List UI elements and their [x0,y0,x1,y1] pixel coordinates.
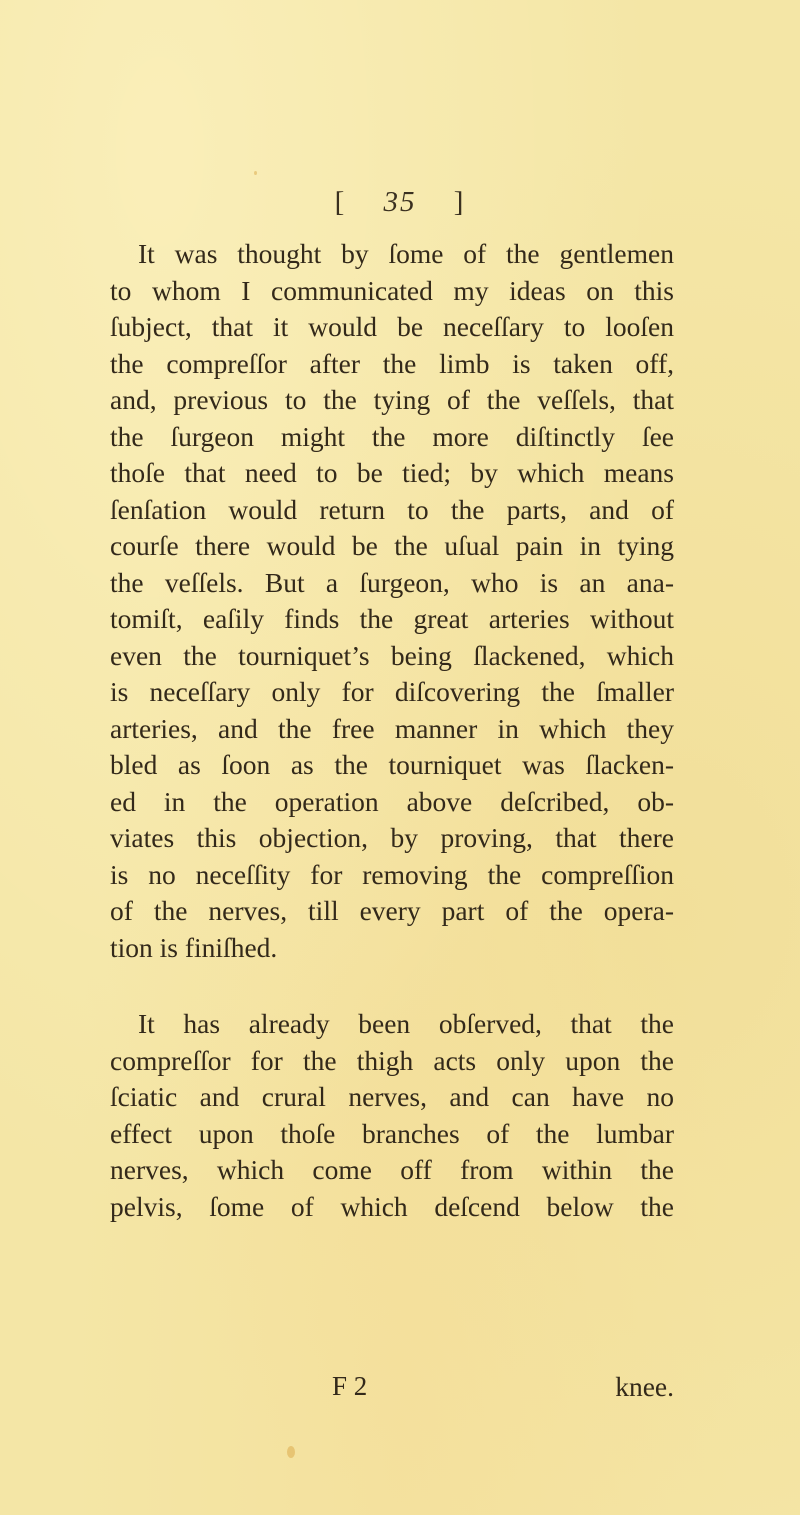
text-line: tomiſt, eaſily finds the great arteries without [110,603,674,634]
text-line: compreſſor for the thigh acts only upon the [110,1044,674,1076]
paragraph-spacer [110,966,674,1006]
text-line: thoſe that need to be tied; by which means [110,457,674,488]
text-line: is neceſſary only for diſcovering the ſmaller [110,676,674,707]
text-line: ſubject, that it would be neceſſary to looſen [110,311,674,342]
paragraph-2 [110,1006,674,1225]
text-line: tion is finiſhed. [110,931,278,963]
page-number: 35 [383,186,417,218]
text-line: the compreſſor after the limb is taken off, [110,347,674,379]
signature-mark: F 2 [332,1371,368,1401]
paragraph-1 [110,236,674,966]
open-bracket: [ [334,186,347,218]
text-line: nerves, which come off from within the [110,1154,674,1185]
running-head [0,186,800,219]
text-line: arteries, and the free manner in which they [110,712,674,744]
text-line: bled as ſoon as the tourniquet was ſlacken- [110,749,674,780]
text-line: to whom I communicated my ideas on this [110,274,674,306]
text-line: It was thought by ſome of the gentlemen [138,238,674,269]
text-line: ſciatic and crural nerves, and can have no [110,1081,674,1112]
text-line: courſe there would be the uſual pain in tying [110,530,674,561]
text-line: even the tourniquet’s being ſlackened, which [110,639,674,671]
catchword: knee. [615,1371,674,1402]
text-line: It has already been obſerved, that the [138,1008,674,1039]
text-line: and, previous to the tying of the veſſels, that [110,384,674,415]
paper-stain [287,1446,295,1458]
body-text [110,236,674,1225]
text-line: pelvis, ſome of which deſcend below the [110,1190,674,1222]
text-line: ſenſation would return to the parts, and of [110,493,674,525]
text-line: effect upon thoſe branches of the lumbar [110,1117,674,1149]
text-line: the ſurgeon might the more diſtinctly ſee [110,420,674,452]
text-line: viates this objection, by proving, that there [110,822,674,853]
page-footer [110,1371,674,1407]
text-line: of the nerves, till every part of the opera- [110,895,674,926]
close-bracket: ] [453,186,466,218]
text-line: the veſſels. But a ſurgeon, who is an ana- [110,566,674,598]
text-line: ed in the operation above deſcribed, ob- [110,785,674,817]
text-line: is no neceſſity for removing the compreſſion [110,858,674,890]
paper-stain [254,171,257,175]
